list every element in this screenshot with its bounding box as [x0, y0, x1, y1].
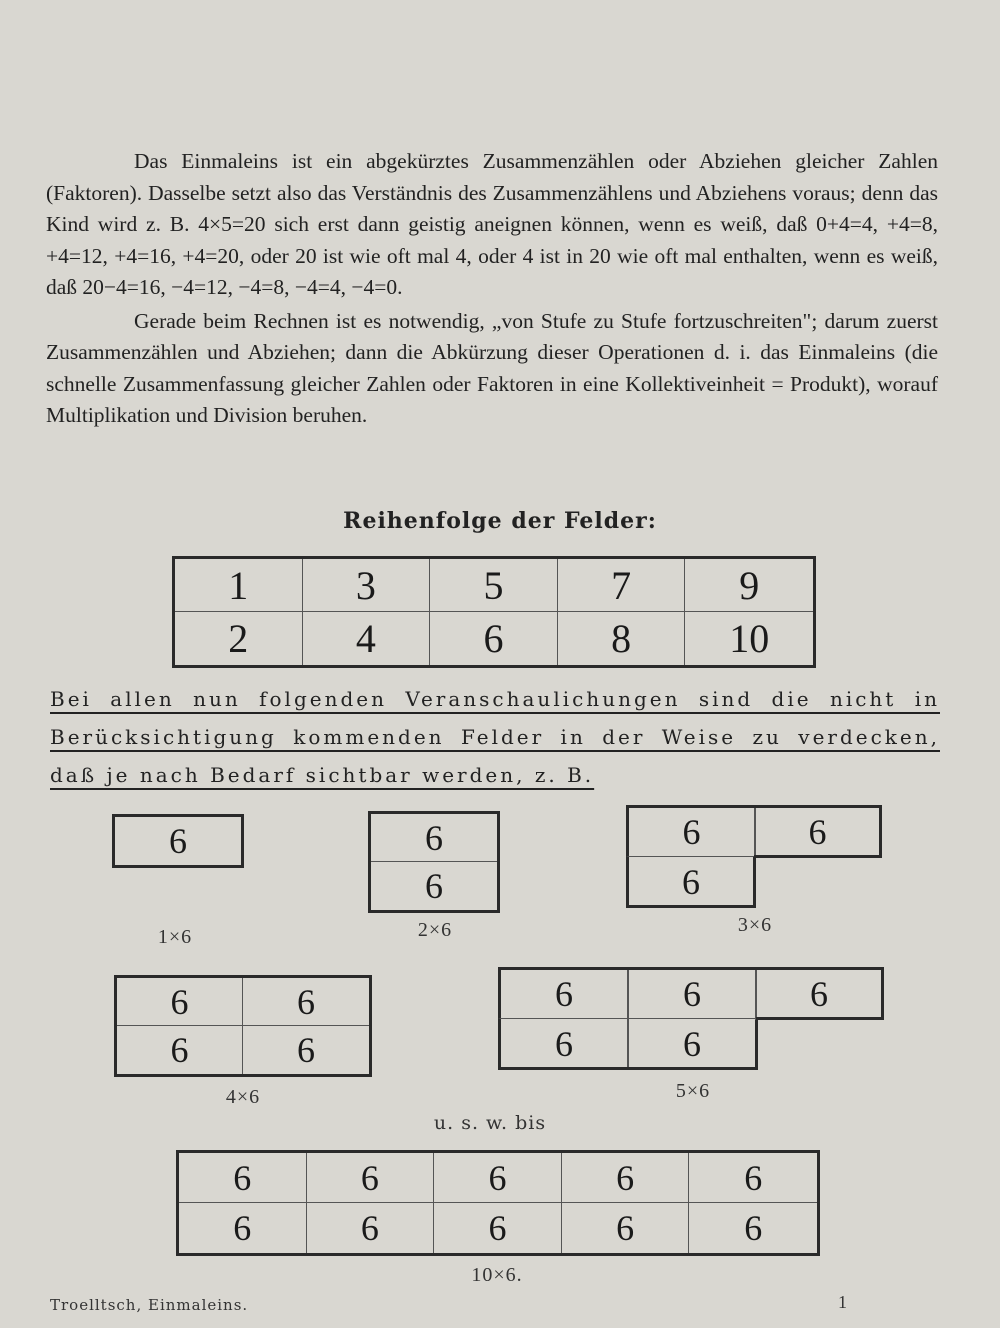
six-cell: 6	[117, 1026, 243, 1074]
six-cell: 6	[179, 1153, 307, 1203]
six-cell: 6	[808, 812, 827, 852]
caption-3x6: 3×6	[737, 914, 773, 936]
covering-note	[50, 680, 940, 794]
caption-5x6: 5×6	[675, 1080, 711, 1102]
order-heading: Reihenfolge der Felder:	[343, 508, 657, 534]
order-cell: 6	[430, 612, 558, 665]
six-cell: 6	[307, 1153, 435, 1203]
intro-paragraph-2: Gerade beim Rechnen ist es notwendig, „von Stufe zu Stufe fortzuschreiten"; darum zuerst Zusammenzählen und Abziehen; dann die Abkürzung dieser Operationen d. i. das Einmaleins (die schnelle Zusammenfassung gleicher Zahlen oder Faktoren in eine Kollektiveinheit = Produkt), worauf Multiplikation und Division beruhen.	[46, 308, 938, 427]
caption-10x6: 10×6.	[471, 1264, 523, 1286]
six-cell: 6	[555, 1023, 573, 1064]
six-cell: 6	[297, 1030, 315, 1070]
order-cell: 3	[303, 559, 431, 612]
order-cell: 2	[175, 612, 303, 665]
example-10x6	[176, 1150, 820, 1256]
six-cell: 6	[683, 974, 701, 1014]
six-cell: 6	[307, 1203, 435, 1253]
order-grid	[172, 556, 816, 668]
six-cell: 6	[689, 1153, 817, 1203]
six-cell: 6	[562, 1153, 690, 1203]
six-cell: 6	[682, 861, 700, 902]
six-cell: 6	[117, 978, 243, 1026]
six-cell: 6	[683, 1023, 701, 1064]
six-cell: 6	[434, 1153, 562, 1203]
six-cell: 6	[810, 974, 828, 1014]
order-cell: 10	[729, 616, 770, 661]
order-cell: 9	[685, 559, 813, 612]
covering-note-text: Bei allen nun folgenden Veranschaulichungen sind die nicht in Berücksichtigung kommenden Felder in der Weise zu verdecken, daß je nach Bedarf sichtbar werden, z. B.	[50, 687, 940, 787]
intro-paragraph-1: Das Einmaleins ist ein abgekürztes Zusammenzählen oder Abziehen gleicher Zahlen (Faktoren). Dasselbe setzt also das Verständnis des Zusammenzählens und Abziehens voraus; denn das Kind wird z. B. 4×5=20 sich erst dann geistig aneignen können, wenn es weiß, daß 0+4=4, +4=8, +4=12, +4=16, +4=20, oder 20 ist wie oft mal 4, oder 4 ist in 20 wie oft mal enthalten, wenn es weiß, daß 20−4=16, −4=12, −4=8, −4=4, −4=0.	[46, 149, 938, 299]
six-cell: 6	[682, 812, 701, 852]
footer-author-title: Troelltsch, Einmaleins.	[50, 1296, 249, 1314]
order-cell: 4	[303, 612, 431, 665]
six-cell: 6	[169, 821, 187, 861]
six-cell: 6	[179, 1203, 307, 1253]
order-cell: 8	[558, 612, 686, 665]
page-number: 1	[838, 1292, 847, 1312]
six-cell: 6	[555, 974, 573, 1014]
intro-text	[46, 146, 938, 432]
six-cell: 6	[562, 1203, 690, 1253]
six-cell: 6	[425, 866, 443, 906]
six-cell: 6	[434, 1203, 562, 1253]
six-cell: 6	[243, 978, 369, 1026]
order-cell: 1	[175, 559, 303, 612]
caption-4x6: 4×6	[225, 1086, 261, 1108]
order-cell: 7	[558, 559, 686, 612]
usw-text: u. s. w. bis	[433, 1112, 547, 1134]
six-cell: 6	[371, 814, 497, 862]
example-2x6	[368, 811, 500, 913]
order-cell: 5	[430, 559, 558, 612]
example-4x6	[114, 975, 372, 1077]
caption-1x6: 1×6	[157, 926, 193, 948]
caption-2x6: 2×6	[417, 919, 453, 941]
six-cell: 6	[744, 1208, 763, 1248]
example-1x6	[112, 814, 244, 868]
